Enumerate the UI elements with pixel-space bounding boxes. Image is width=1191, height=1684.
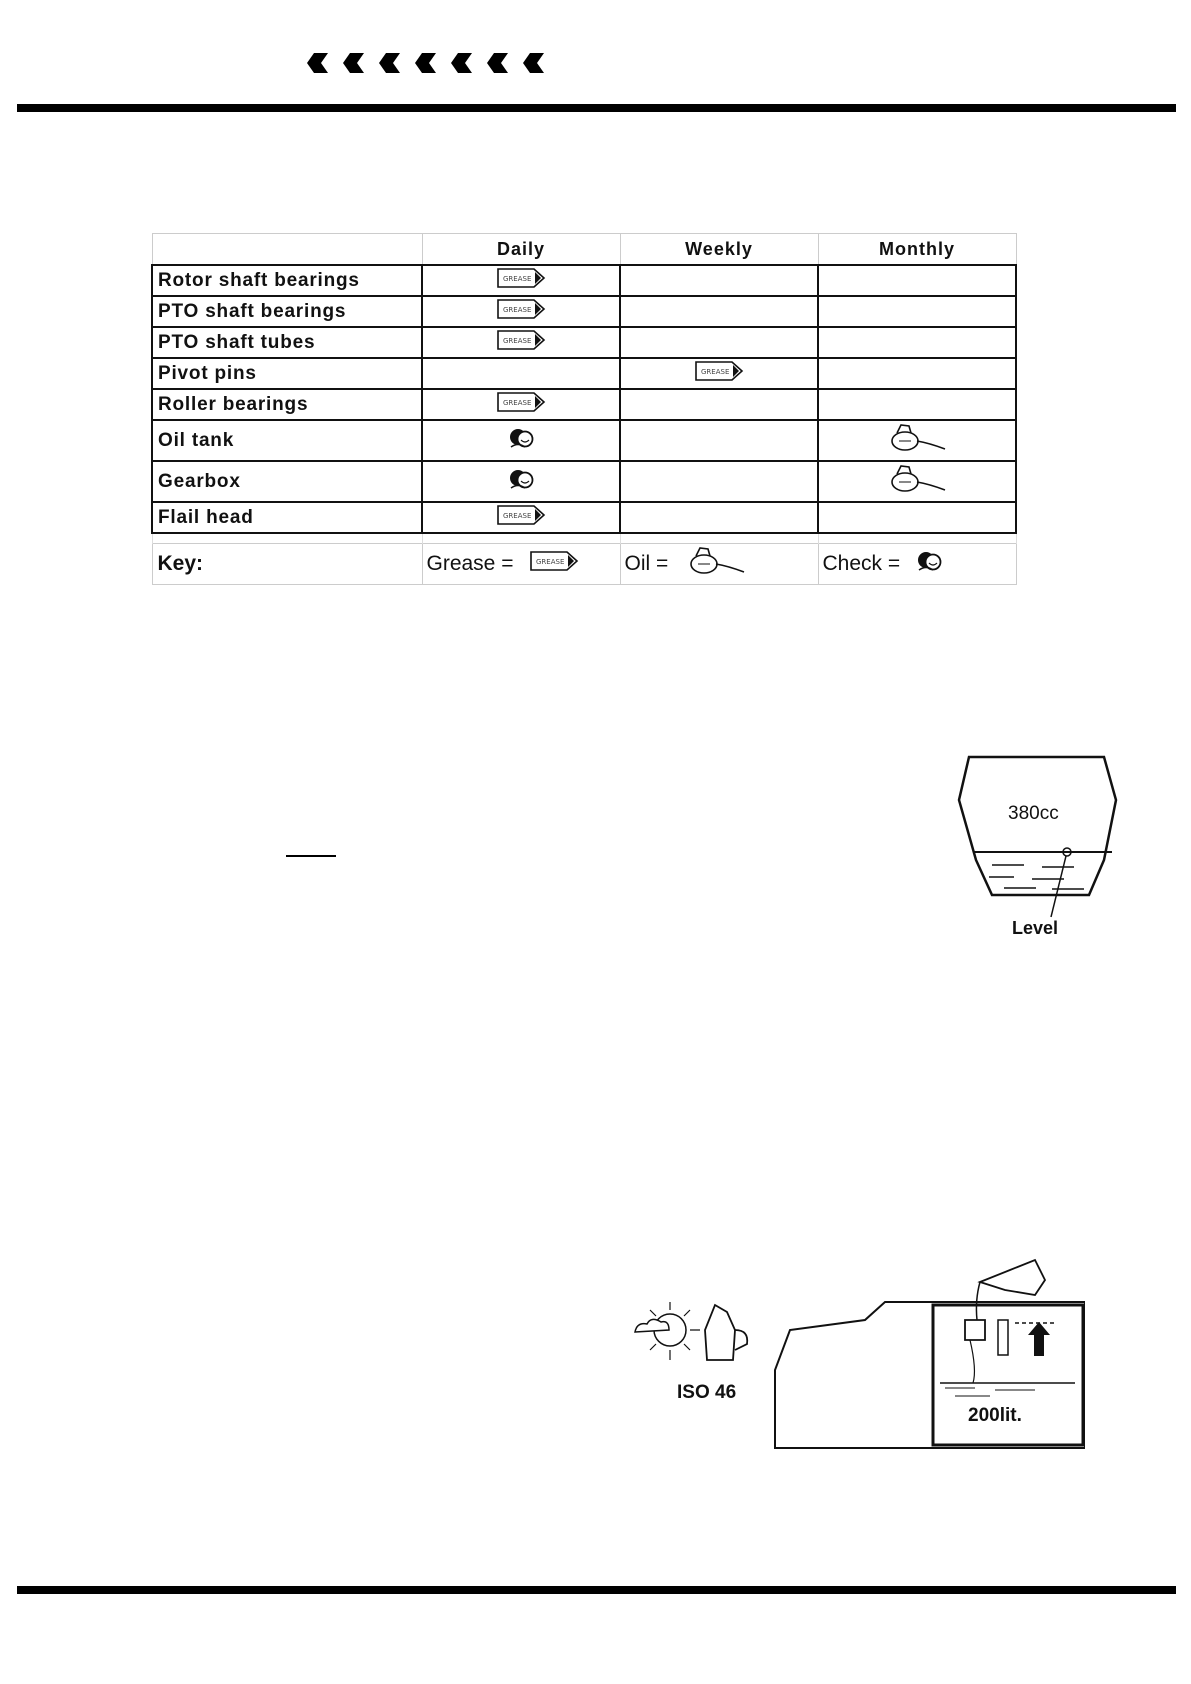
monthly-cell	[818, 502, 1016, 533]
row-label: Pivot pins	[152, 358, 422, 389]
table-row	[152, 502, 1016, 533]
row-label: Flail head	[152, 502, 422, 533]
header-blank-cell	[152, 234, 422, 266]
oil-can-icon	[885, 483, 949, 500]
up-arrow-icon	[1028, 1322, 1050, 1356]
tank-capacity: 200lit.	[968, 1405, 1022, 1426]
key-oil	[620, 544, 818, 585]
row-label: Roller bearings	[152, 389, 422, 420]
monthly-cell	[818, 296, 1016, 327]
grease-gun-icon	[496, 308, 546, 325]
row-label: Gearbox	[152, 461, 422, 502]
header-rule	[17, 104, 1176, 112]
chevron-left-icon	[378, 52, 403, 74]
grease-gun-icon	[496, 277, 546, 294]
table-row	[152, 358, 1016, 389]
sun-cloud-icon	[635, 1302, 700, 1360]
monthly-cell	[818, 461, 1016, 502]
daily-cell	[422, 358, 620, 389]
monthly-cell	[818, 327, 1016, 358]
weekly-cell	[620, 327, 818, 358]
svg-text:GREASE: GREASE	[503, 512, 532, 520]
daily-cell	[422, 296, 620, 327]
header-weekly: Weekly	[620, 234, 818, 266]
daily-cell	[422, 461, 620, 502]
monthly-cell	[818, 358, 1016, 389]
header-daily: Daily	[422, 234, 620, 266]
daily-cell	[422, 265, 620, 296]
underline-mark	[286, 855, 336, 857]
table-row	[152, 327, 1016, 358]
daily-cell	[422, 420, 620, 461]
lubrication-schedule-table	[151, 233, 1017, 585]
weekly-cell	[620, 265, 818, 296]
monthly-cell	[818, 265, 1016, 296]
daily-cell	[422, 389, 620, 420]
inspect-faces-icon	[916, 549, 942, 579]
monthly-cell	[818, 389, 1016, 420]
key-grease-label: Grease =	[426, 552, 514, 575]
oil-grade: ISO 46	[677, 1382, 737, 1403]
gearbox-level-figure	[944, 755, 1134, 945]
row-label: Rotor shaft bearings	[152, 265, 422, 296]
daily-cell	[422, 327, 620, 358]
weekly-cell	[620, 389, 818, 420]
key-row	[152, 544, 1016, 585]
oil-can-icon	[885, 442, 949, 459]
level-label: Level	[1012, 918, 1059, 938]
grease-gun-icon	[694, 370, 744, 387]
row-label: Oil tank	[152, 420, 422, 461]
chevron-left-icon	[522, 52, 547, 74]
gearbox-volume: 380cc	[1008, 803, 1059, 824]
key-spacer	[152, 533, 1016, 544]
weekly-cell	[620, 420, 818, 461]
svg-text:GREASE: GREASE	[503, 399, 532, 407]
table-header-row	[152, 234, 1016, 266]
key-check	[818, 544, 1016, 585]
grease-gun-icon	[496, 514, 546, 531]
filler-pour-icon	[965, 1260, 1045, 1383]
svg-text:GREASE: GREASE	[503, 337, 532, 345]
grease-gun-icon	[529, 549, 579, 579]
oil-can-icon	[684, 544, 748, 584]
chevron-left-icon	[306, 52, 331, 74]
table-row	[152, 265, 1016, 296]
chevron-left-icon	[414, 52, 439, 74]
weekly-cell	[620, 461, 818, 502]
grease-gun-icon	[496, 401, 546, 418]
footer-rule	[17, 1586, 1176, 1594]
header-chevrons	[306, 52, 547, 74]
header-monthly: Monthly	[818, 234, 1016, 266]
weekly-cell	[620, 358, 818, 389]
grease-gun-icon	[496, 339, 546, 356]
table-row	[152, 420, 1016, 461]
daily-cell	[422, 502, 620, 533]
chevron-left-icon	[342, 52, 367, 74]
chevron-left-icon	[486, 52, 511, 74]
svg-text:GREASE: GREASE	[536, 558, 565, 566]
row-label: PTO shaft tubes	[152, 327, 422, 358]
key-grease	[422, 544, 620, 585]
key-oil-label: Oil =	[624, 552, 669, 575]
inspect-faces-icon	[508, 437, 534, 454]
table-row	[152, 296, 1016, 327]
key-check-label: Check =	[822, 552, 901, 575]
weekly-cell	[620, 502, 818, 533]
chevron-left-icon	[450, 52, 475, 74]
oil-jug-icon	[705, 1305, 747, 1360]
weekly-cell	[620, 296, 818, 327]
row-label: PTO shaft bearings	[152, 296, 422, 327]
table-row	[152, 389, 1016, 420]
schedule-body	[152, 265, 1016, 533]
table-row	[152, 461, 1016, 502]
svg-text:GREASE: GREASE	[701, 368, 730, 376]
svg-text:GREASE: GREASE	[503, 306, 532, 314]
inspect-faces-icon	[508, 478, 534, 495]
svg-text:GREASE: GREASE	[503, 275, 532, 283]
monthly-cell	[818, 420, 1016, 461]
key-label: Key:	[152, 544, 422, 585]
